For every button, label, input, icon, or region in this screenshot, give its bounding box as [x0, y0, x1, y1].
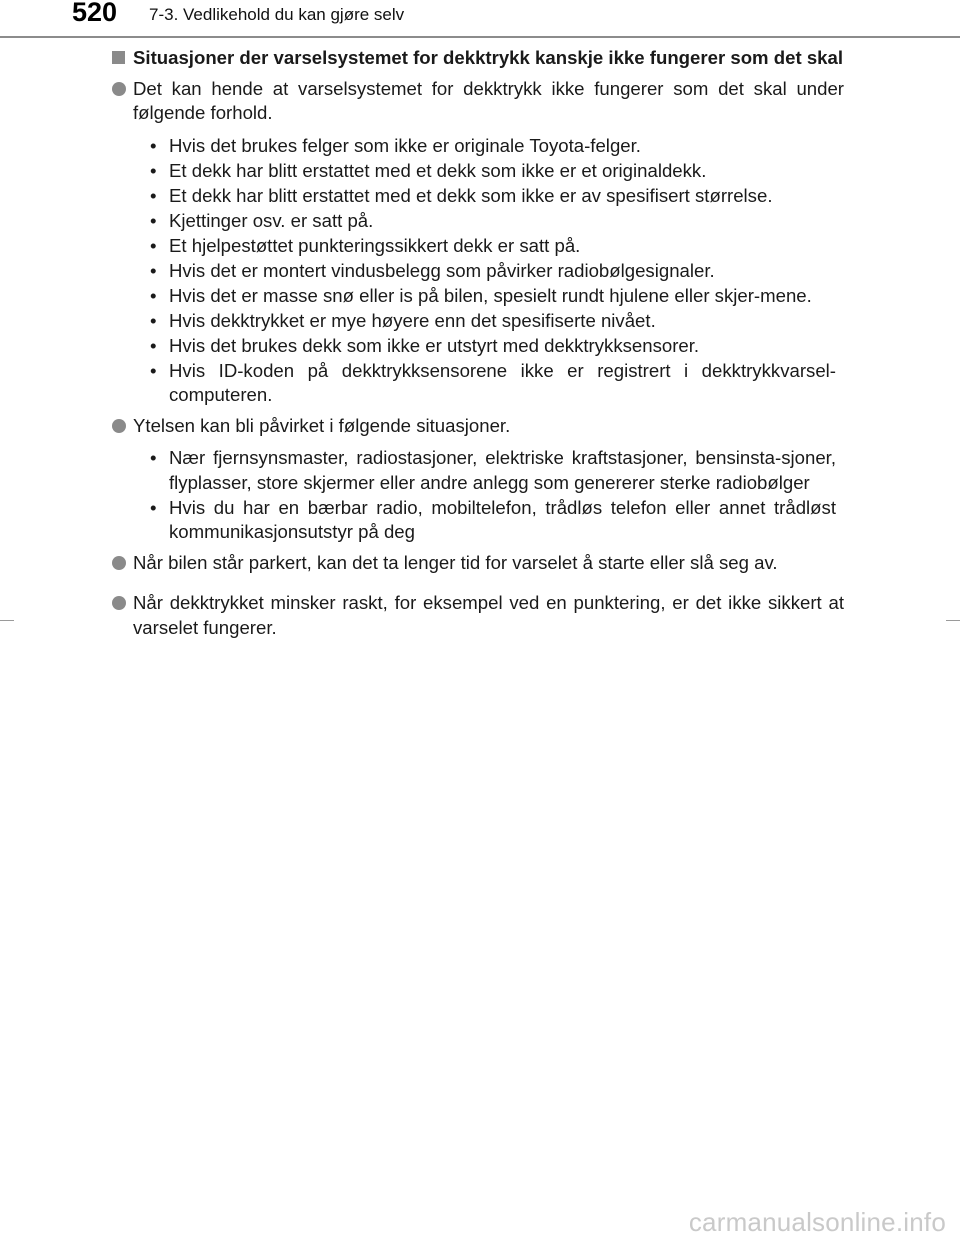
bullet-dot-icon: •: [150, 309, 157, 331]
list-item: • Hvis det er montert vindusbelegg som påvirker radiobølgesignaler.: [169, 259, 844, 284]
site-watermark: carmanualsonline.info: [688, 1207, 946, 1237]
header-divider: [0, 36, 960, 38]
situation-list: [112, 446, 844, 545]
bullet-dot-icon: •: [150, 359, 157, 381]
page-header: [0, 0, 960, 40]
paragraph-4: [112, 591, 844, 640]
list-item: • Kjettinger osv. er satt på.: [169, 209, 844, 234]
circle-bullet-icon: [112, 556, 126, 570]
condition-list: [112, 134, 844, 408]
bullet-dot-icon: •: [150, 447, 157, 468]
list-item: • Hvis dekktrykket er mye høyere enn det spesifiserte nivået.: [169, 309, 844, 334]
square-bullet-icon: [112, 51, 125, 64]
bullet-dot-icon: •: [150, 134, 157, 156]
circle-bullet-icon: [112, 596, 126, 610]
section-heading: [112, 46, 844, 71]
crop-mark-left: [0, 620, 14, 621]
paragraph-text: Når dekktrykket minsker raskt, for eksempel ved en punktering, er det ikke sikkert at varselet fungerer.: [133, 592, 844, 638]
bullet-dot-icon: •: [150, 234, 157, 256]
list-item: • Et dekk har blitt erstattet med et dekk som ikke er et originaldekk.: [169, 159, 844, 184]
bullet-dot-icon: •: [150, 284, 157, 306]
chapter-title: 7-3. Vedlikehold du kan gjøre selv: [149, 5, 405, 24]
bullet-dot-icon: •: [150, 159, 157, 181]
list-item: • Et dekk har blitt erstattet med et dekk som ikke er av spesifisert størrelse.: [169, 184, 844, 209]
crop-mark-right: [946, 620, 960, 621]
bullet-dot-icon: •: [150, 209, 157, 231]
list-item: • Hvis det er masse snø eller is på bilen, spesielt rundt hjulene eller skjer-mene.: [169, 284, 844, 309]
list-item: • Hvis det brukes dekk som ikke er utstyrt med dekktrykksensorer.: [169, 334, 844, 359]
bullet-dot-icon: •: [150, 259, 157, 281]
page-number: 520: [72, 0, 118, 27]
bullet-dot-icon: •: [150, 184, 157, 206]
circle-bullet-icon: [112, 419, 126, 433]
paragraph-1: [112, 77, 844, 126]
list-item: • Et hjelpestøttet punkteringssikkert dekk er satt på.: [169, 234, 844, 259]
paragraph-text: Når bilen står parkert, kan det ta lenger tid for varselet å starte eller slå seg av.: [133, 551, 778, 573]
circle-bullet-icon: [112, 82, 126, 96]
paragraph-text: Ytelsen kan bli påvirket i følgende situasjoner.: [133, 414, 511, 436]
main-content: [112, 46, 844, 648]
list-item: • Hvis det brukes felger som ikke er originale Toyota-felger.: [169, 134, 844, 159]
list-item: • Hvis ID-koden på dekktrykksensorene ikke er registrert i dekktrykkvarsel-computeren.: [150, 359, 836, 405]
list-item: • Nær fjernsynsmaster, radiostasjoner, elektriske kraftstasjoner, bensinsta-sjoner, flyplasser, store skjermer eller andre anlegg som genererer sterke radiobølger: [150, 447, 836, 493]
section-heading-text: Situasjoner der varselsystemet for dekktrykk kanskje ikke fungerer som det skal: [133, 47, 844, 68]
paragraph-3: [112, 551, 844, 576]
paragraph-2: [112, 414, 844, 439]
paragraph-text: Det kan hende at varselsystemet for dekktrykk ikke fungerer som det skal under følgende forhold.: [133, 77, 844, 123]
list-item: • Hvis du har en bærbar radio, mobiltelefon, trådløs telefon eller annet trådløst kommunikasjonsutstyr på deg: [150, 496, 836, 542]
bullet-dot-icon: •: [150, 496, 157, 518]
bullet-dot-icon: •: [150, 334, 157, 356]
